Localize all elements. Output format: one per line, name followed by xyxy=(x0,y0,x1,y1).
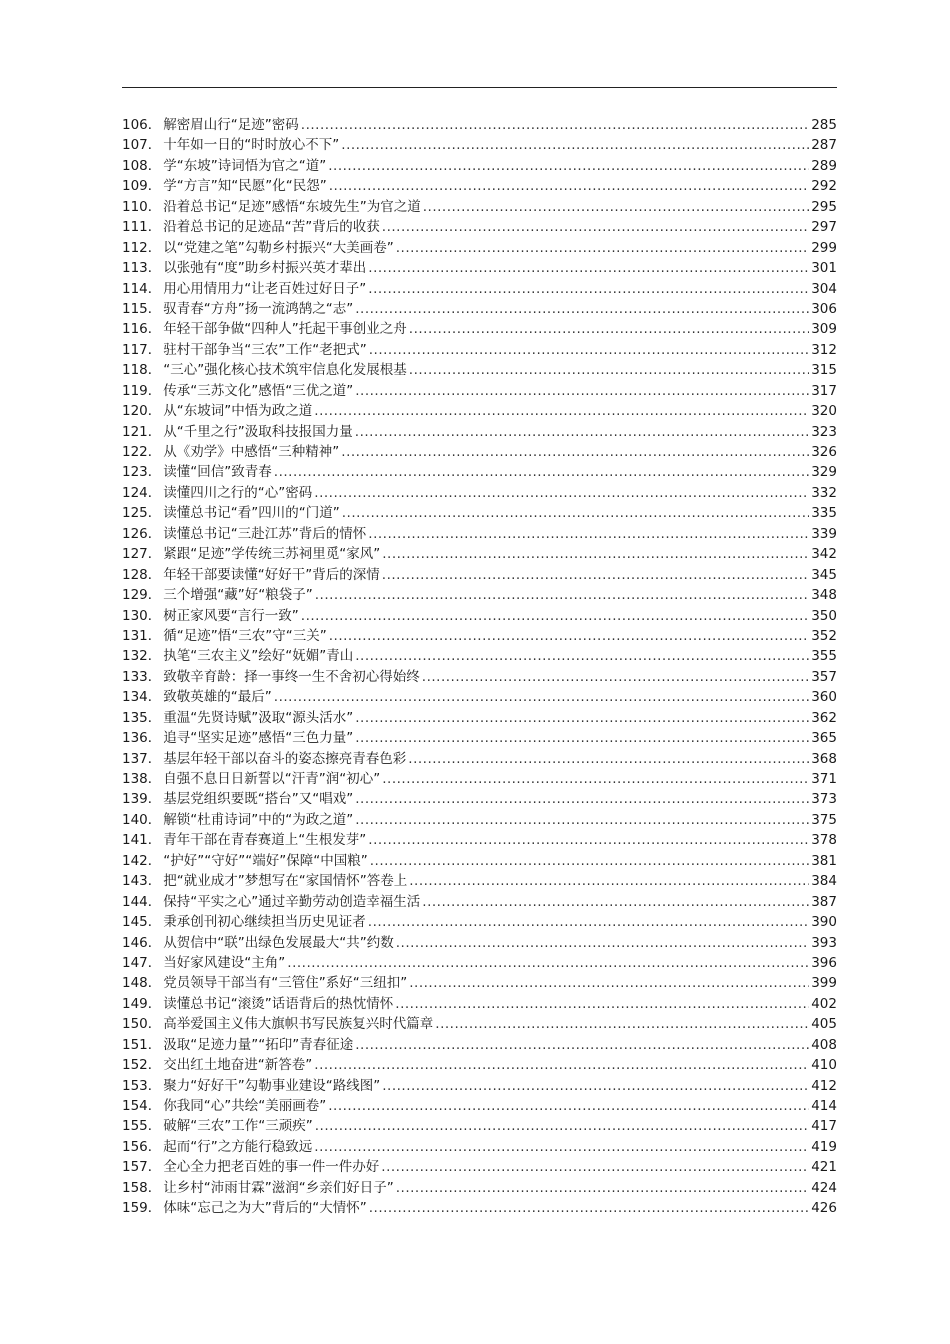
toc-entry-title[interactable]: 全心全力把老百姓的事一件一件办好 xyxy=(163,1159,380,1176)
toc-dot-leader xyxy=(396,933,809,953)
toc-entry-title[interactable]: 循“足迹”悟“三农”守“三关” xyxy=(163,627,327,644)
toc-entry-title[interactable]: 读懂总书记“滚烫”话语背后的热忱情怀 xyxy=(163,995,394,1012)
toc-entry-page-number[interactable]: 315 xyxy=(811,362,837,379)
toc-entry-number: 158． xyxy=(122,1179,162,1196)
toc-entry-page-number[interactable]: 365 xyxy=(811,730,837,747)
toc-entry[interactable] xyxy=(122,360,837,380)
toc-dot-leader xyxy=(355,708,809,728)
toc-entry-page-number[interactable]: 387 xyxy=(811,893,837,910)
toc-entry-title[interactable]: 三个增强“藏”好“粮袋子” xyxy=(163,587,313,604)
toc-entry-title[interactable]: 从“东坡词”中悟为政之道 xyxy=(163,403,313,420)
toc-entry-title[interactable]: 从“千里之行”汲取科技报国力量 xyxy=(163,423,353,440)
toc-entry-page-number[interactable]: 405 xyxy=(811,1016,837,1033)
toc-entry-number: 108． xyxy=(122,157,162,174)
toc-entry-number: 120． xyxy=(122,403,162,420)
toc-entry[interactable] xyxy=(122,933,837,953)
toc-dot-leader xyxy=(368,524,809,544)
toc-entry[interactable] xyxy=(122,401,837,421)
toc-entry[interactable] xyxy=(122,851,837,871)
toc-entry[interactable] xyxy=(122,524,837,544)
toc-entry-number: 129． xyxy=(122,587,162,604)
toc-entry[interactable] xyxy=(122,156,837,176)
toc-entry-title[interactable]: 用心用情用力“让老百姓过好日子” xyxy=(163,280,367,297)
toc-entry-page-number[interactable]: 393 xyxy=(811,934,837,951)
toc-entry[interactable] xyxy=(122,667,837,687)
toc-entry-page-number[interactable]: 414 xyxy=(811,1098,837,1114)
header-rule xyxy=(122,87,837,88)
toc-entry-title[interactable]: 学“方言”知“民愿”化“民怨” xyxy=(163,178,327,195)
toc-entry-number: 116． xyxy=(122,321,162,338)
toc-entry-title[interactable]: 致敬辛育龄：择一事终一生不舍初心得始终 xyxy=(163,668,420,685)
toc-entry[interactable] xyxy=(122,769,837,789)
toc-dot-leader xyxy=(328,1096,809,1116)
toc-entry-title[interactable]: 让乡村“沛雨甘霖”滋润“乡亲们好日子” xyxy=(163,1179,394,1196)
toc-entry-title[interactable]: “护好”“守好”“端好”保障“中国粮” xyxy=(163,852,368,869)
toc-dot-leader xyxy=(368,258,809,278)
toc-entry-page-number[interactable]: 384 xyxy=(811,873,837,890)
toc-dot-leader xyxy=(301,606,809,626)
toc-entry-number: 150． xyxy=(122,1016,162,1033)
toc-entry[interactable] xyxy=(122,340,837,360)
toc-entry[interactable] xyxy=(122,953,837,973)
toc-entry-page-number[interactable]: 373 xyxy=(811,791,837,808)
toc-entry-title[interactable]: 党员领导干部当有“三管住”系好“三纽扣” xyxy=(163,975,408,992)
toc-entry-number: 138． xyxy=(122,771,162,787)
toc-dot-leader xyxy=(314,1137,809,1157)
toc-entry[interactable] xyxy=(122,381,837,401)
toc-entry[interactable] xyxy=(122,1137,837,1157)
toc-entry-page-number[interactable]: 357 xyxy=(811,668,837,685)
toc-entry[interactable] xyxy=(122,912,837,932)
toc-entry-number: 146． xyxy=(122,934,162,951)
toc-entry[interactable] xyxy=(122,606,837,626)
toc-dot-leader xyxy=(396,238,809,258)
toc-entry-title[interactable]: 高举爱国主义伟大旗帜书写民族复兴时代篇章 xyxy=(163,1016,434,1033)
toc-dot-leader xyxy=(341,442,809,462)
toc-entry-number: 124． xyxy=(122,484,162,501)
toc-entry[interactable] xyxy=(122,279,837,299)
toc-entry-page-number[interactable]: 390 xyxy=(811,914,837,931)
toc-entry[interactable] xyxy=(122,1055,837,1075)
toc-dot-leader xyxy=(368,912,809,932)
toc-entry-number: 139． xyxy=(122,791,162,808)
toc-dot-leader xyxy=(408,749,809,769)
toc-entry[interactable] xyxy=(122,319,837,339)
toc-entry[interactable] xyxy=(122,197,837,217)
toc-entry[interactable] xyxy=(122,728,837,748)
toc-entry-title[interactable]: 读懂“回信”致青春 xyxy=(163,464,272,481)
toc-dot-leader xyxy=(329,626,809,646)
toc-entry-title[interactable]: 当好家风建设“主角” xyxy=(163,954,286,971)
toc-entry-number: 114． xyxy=(122,280,162,297)
toc-dot-leader xyxy=(435,1014,809,1034)
toc-entry-page-number[interactable]: 396 xyxy=(811,954,837,971)
toc-dot-leader xyxy=(314,1055,809,1075)
toc-entry-page-number[interactable]: 335 xyxy=(811,505,837,522)
toc-entry-title[interactable]: 秉承创刊初心继续担当历史见证者 xyxy=(163,914,366,931)
toc-dot-leader xyxy=(355,789,809,809)
toc-entry-number: 132． xyxy=(122,648,162,665)
toc-entry-number: 131． xyxy=(122,627,162,644)
toc-entry-number: 134． xyxy=(122,689,162,706)
toc-entry-number: 153． xyxy=(122,1077,162,1094)
toc-entry-number: 149． xyxy=(122,995,162,1012)
toc-entry-title[interactable]: 读懂总书记“看”四川的“门道” xyxy=(163,505,340,522)
toc-entry-page-number[interactable]: 419 xyxy=(811,1138,837,1155)
toc-entry-page-number[interactable]: 299 xyxy=(811,239,837,256)
toc-entry-number: 141． xyxy=(122,832,162,849)
toc-entry-title[interactable]: 聚力“好好干”勾勒事业建设“路线图” xyxy=(163,1077,381,1094)
toc-entry-number: 154． xyxy=(122,1098,162,1114)
toc-entry-page-number[interactable]: 312 xyxy=(811,341,837,358)
toc-entry-title[interactable]: “三心”强化核心技术筑牢信息化发展根基 xyxy=(163,362,407,379)
toc-entry-page-number[interactable]: 412 xyxy=(811,1077,837,1094)
toc-dot-leader xyxy=(382,769,809,789)
toc-entry-number: 151． xyxy=(122,1036,162,1053)
toc-entry-title[interactable]: 基层党组织要既“搭台”又“唱戏” xyxy=(163,791,354,808)
toc-entry[interactable] xyxy=(122,1096,837,1116)
toc-entry-page-number[interactable]: 297 xyxy=(811,219,837,236)
toc-entry[interactable] xyxy=(122,789,837,809)
toc-dot-leader xyxy=(422,667,809,687)
toc-entry-page-number[interactable]: 426 xyxy=(811,1200,837,1217)
toc-entry-number: 143． xyxy=(122,873,162,890)
toc-dot-leader xyxy=(370,851,809,871)
toc-entry-page-number[interactable]: 345 xyxy=(811,566,837,583)
toc-entry-number: 122． xyxy=(122,444,162,460)
toc-entry-title[interactable]: 读懂四川之行的“心”密码 xyxy=(163,484,313,501)
toc-dot-leader xyxy=(341,135,809,155)
toc-dot-leader xyxy=(355,422,809,442)
toc-entry[interactable] xyxy=(122,646,837,666)
toc-dot-leader xyxy=(396,1178,809,1198)
toc-entry-number: 148． xyxy=(122,975,162,992)
toc-entry-number: 159． xyxy=(122,1200,162,1217)
toc-entry-number: 140． xyxy=(122,811,162,828)
toc-entry[interactable] xyxy=(122,462,837,482)
toc-entry[interactable] xyxy=(122,1198,837,1218)
toc-entry-title[interactable]: 保持“平实之心”通过辛勤劳动创造幸福生活 xyxy=(163,893,421,910)
toc-dot-leader xyxy=(395,994,809,1014)
toc-entry-page-number[interactable]: 301 xyxy=(811,260,837,277)
toc-dot-leader xyxy=(382,1076,809,1096)
toc-entry[interactable] xyxy=(122,871,837,891)
toc-entry-page-number[interactable]: 285 xyxy=(811,117,837,133)
toc-entry[interactable] xyxy=(122,135,837,155)
toc-entry-title[interactable]: 沿着总书记“足迹”感悟“东坡先生”为官之道 xyxy=(163,198,421,215)
toc-dot-leader xyxy=(409,871,809,891)
toc-entry-number: 155． xyxy=(122,1118,162,1135)
toc-entry[interactable] xyxy=(122,585,837,605)
toc-entry-title[interactable]: 把“就业成才”梦想写在“家国情怀”答卷上 xyxy=(163,873,408,890)
toc-entry-page-number[interactable]: 371 xyxy=(811,771,837,787)
toc-entry-number: 118． xyxy=(122,362,162,379)
toc-entry-number: 133． xyxy=(122,668,162,685)
toc-entry-title[interactable]: 树正家风要“言行一致” xyxy=(163,607,299,624)
toc-entry-page-number[interactable]: 408 xyxy=(811,1036,837,1053)
toc-entry-page-number[interactable]: 421 xyxy=(811,1159,837,1176)
toc-entry-number: 117． xyxy=(122,341,162,358)
toc-entry-number: 111． xyxy=(122,219,162,236)
toc-dot-leader xyxy=(329,176,809,196)
toc-entry-number: 147． xyxy=(122,954,162,971)
toc-entry-number: 137． xyxy=(122,750,162,767)
toc-dot-leader xyxy=(422,892,809,912)
toc-entry[interactable] xyxy=(122,1035,837,1055)
toc-entry-page-number[interactable]: 320 xyxy=(811,403,837,420)
toc-entry-page-number[interactable]: 362 xyxy=(811,709,837,726)
toc-dot-leader xyxy=(355,381,809,401)
toc-dot-leader xyxy=(355,728,809,748)
toc-dot-leader xyxy=(355,299,809,319)
toc-entry[interactable] xyxy=(122,1178,837,1198)
toc-entry-title[interactable]: 你我同“心”共绘“美丽画卷” xyxy=(163,1098,327,1114)
toc-entry-number: 121． xyxy=(122,423,162,440)
toc-entry-title[interactable]: 读懂总书记“三赴江苏”背后的情怀 xyxy=(163,525,367,542)
toc-entry-title[interactable]: 基层年轻干部以奋斗的姿态擦亮青春色彩 xyxy=(163,750,407,767)
toc-entry[interactable] xyxy=(122,810,837,830)
toc-dot-leader xyxy=(274,687,809,707)
toc-entry-title[interactable]: 十年如一日的“时时放心不下” xyxy=(163,137,340,154)
toc-entry-title[interactable]: 致敬英雄的“最后” xyxy=(163,689,272,706)
toc-entry-page-number[interactable]: 402 xyxy=(811,995,837,1012)
toc-entry[interactable] xyxy=(122,973,837,993)
toc-entry[interactable] xyxy=(122,217,837,237)
toc-entry[interactable] xyxy=(122,176,837,196)
toc-dot-leader xyxy=(315,1116,809,1136)
toc-entry-number: 106． xyxy=(122,117,162,133)
toc-dot-leader xyxy=(409,973,809,993)
toc-dot-leader xyxy=(369,340,809,360)
toc-entry-number: 123． xyxy=(122,464,162,481)
toc-entry-page-number[interactable]: 289 xyxy=(811,157,837,174)
toc-entry[interactable] xyxy=(122,626,837,646)
toc-entry-number: 156． xyxy=(122,1138,162,1155)
toc-dot-leader xyxy=(355,1035,809,1055)
toc-entry-page-number[interactable]: 381 xyxy=(811,852,837,869)
toc-entry-number: 136． xyxy=(122,730,162,747)
toc-entry[interactable] xyxy=(122,1157,837,1177)
toc-entry-page-number[interactable]: 348 xyxy=(811,587,837,604)
toc-dot-leader xyxy=(382,217,809,237)
toc-entry[interactable] xyxy=(122,442,837,462)
toc-entry-page-number[interactable]: 378 xyxy=(811,832,837,849)
toc-dot-leader xyxy=(368,830,809,850)
toc-entry-page-number[interactable]: 332 xyxy=(811,484,837,501)
toc-entry-page-number[interactable]: 417 xyxy=(811,1118,837,1135)
toc-dot-leader xyxy=(301,115,809,135)
toc-entry[interactable] xyxy=(122,115,837,135)
toc-entry[interactable] xyxy=(122,422,837,442)
toc-dot-leader xyxy=(369,1198,809,1218)
toc-entry-page-number[interactable]: 329 xyxy=(811,464,837,481)
toc-entry-page-number[interactable]: 326 xyxy=(811,444,837,460)
toc-entry-title[interactable]: 以“党建之笔”勾勒乡村振兴“大美画卷” xyxy=(163,239,394,256)
toc-entry[interactable] xyxy=(122,1014,837,1034)
toc-entry-title[interactable]: 年轻干部要读懂“好好干”背后的深情 xyxy=(163,566,380,583)
toc-entry-number: 152． xyxy=(122,1057,162,1074)
toc-entry-title[interactable]: 学“东坡”诗词悟为官之“道” xyxy=(163,157,327,174)
toc-dot-leader xyxy=(315,585,809,605)
toc-entry[interactable] xyxy=(122,299,837,319)
toc-entry-page-number[interactable]: 339 xyxy=(811,525,837,542)
toc-entry-page-number[interactable]: 424 xyxy=(811,1179,837,1196)
toc-entry-number: 130． xyxy=(122,607,162,624)
toc-dot-leader xyxy=(382,565,809,585)
toc-entry[interactable] xyxy=(122,483,837,503)
toc-entry[interactable] xyxy=(122,892,837,912)
toc-entry-number: 115． xyxy=(122,300,162,317)
toc-entry-page-number[interactable]: 342 xyxy=(811,546,837,563)
toc-entry[interactable] xyxy=(122,565,837,585)
toc-entry-title[interactable]: 紧跟“足迹”学传统三苏祠里觅“家风” xyxy=(163,546,381,563)
toc-entry-page-number[interactable]: 399 xyxy=(811,975,837,992)
toc-entry-page-number[interactable]: 295 xyxy=(811,198,837,215)
toc-dot-leader xyxy=(368,279,809,299)
toc-entry-title[interactable]: 从贺信中“联”出绿色发展最大“共”约数 xyxy=(163,934,394,951)
toc-entry-number: 127． xyxy=(122,546,162,563)
table-of-contents xyxy=(122,115,837,1219)
toc-entry-number: 109． xyxy=(122,178,162,195)
toc-entry-title[interactable]: 追寻“坚实足迹”感悟“三色力量” xyxy=(163,730,354,747)
toc-entry-number: 125． xyxy=(122,505,162,522)
toc-dot-leader xyxy=(314,483,809,503)
toc-entry-page-number[interactable]: 292 xyxy=(811,178,837,195)
toc-entry-title[interactable]: 解锁“杜甫诗词”中的“为政之道” xyxy=(163,811,354,828)
toc-entry[interactable] xyxy=(122,994,837,1014)
toc-entry-number: 135． xyxy=(122,709,162,726)
toc-entry[interactable] xyxy=(122,830,837,850)
toc-entry-title[interactable]: 年轻干部争做“四种人”托起干事创业之舟 xyxy=(163,321,407,338)
toc-entry-page-number[interactable]: 317 xyxy=(811,382,837,399)
toc-entry-number: 119． xyxy=(122,382,162,399)
toc-entry-title[interactable]: 沿着总书记的足迹品“苦”背后的收获 xyxy=(163,219,380,236)
toc-dot-leader xyxy=(287,953,809,973)
toc-entry[interactable] xyxy=(122,503,837,523)
toc-entry-title[interactable]: 体味“忘己之为大”背后的“大情怀” xyxy=(163,1200,367,1217)
toc-dot-leader xyxy=(381,1157,809,1177)
toc-dot-leader xyxy=(355,810,809,830)
toc-dot-leader xyxy=(423,197,809,217)
toc-entry-title[interactable]: 解密眉山行“足迹”密码 xyxy=(163,117,299,133)
toc-entry-number: 142． xyxy=(122,852,162,869)
toc-dot-leader xyxy=(328,156,809,176)
toc-entry-page-number[interactable]: 410 xyxy=(811,1057,837,1074)
toc-entry-title[interactable]: 以张弛有“度”助乡村振兴英才辈出 xyxy=(163,260,367,277)
toc-dot-leader xyxy=(274,462,809,482)
toc-entry-number: 126． xyxy=(122,525,162,542)
toc-entry-page-number[interactable]: 287 xyxy=(811,137,837,154)
toc-entry[interactable] xyxy=(122,708,837,728)
toc-dot-leader xyxy=(409,319,809,339)
toc-dot-leader xyxy=(342,503,809,523)
toc-entry-title[interactable]: 驭青春“方舟”扬一流鸿鹄之“志” xyxy=(163,300,354,317)
toc-entry-page-number[interactable]: 375 xyxy=(811,811,837,828)
toc-entry[interactable] xyxy=(122,258,837,278)
toc-entry-title[interactable]: 破解“三农”工作“三顽疾” xyxy=(163,1118,313,1135)
toc-entry-number: 112． xyxy=(122,239,162,256)
toc-entry-page-number[interactable]: 304 xyxy=(811,280,837,297)
toc-entry-title[interactable]: 青年干部在青春赛道上“生根发芽” xyxy=(163,832,367,849)
toc-dot-leader xyxy=(355,646,809,666)
toc-entry[interactable] xyxy=(122,1076,837,1096)
toc-entry-title[interactable]: 汲取“足迹力量”“拓印”青春征途 xyxy=(163,1036,354,1053)
toc-entry-number: 144． xyxy=(122,893,162,910)
toc-entry-title[interactable]: 传承“三苏文化”感悟“三优之道” xyxy=(163,382,354,399)
toc-entry[interactable] xyxy=(122,749,837,769)
toc-entry-title[interactable]: 驻村干部争当“三农”工作“老把式” xyxy=(163,341,367,358)
toc-entry-title[interactable]: 重温“先贤诗赋”汲取“源头活水” xyxy=(163,709,354,726)
toc-entry-title[interactable]: 执笔“三农主义”绘好“妩媚”青山 xyxy=(163,648,354,665)
toc-entry-number: 157． xyxy=(122,1159,162,1176)
toc-entry-title[interactable]: 从《劝学》中感悟“三种精神” xyxy=(163,444,340,460)
toc-entry-page-number[interactable]: 306 xyxy=(811,300,837,317)
toc-entry-title[interactable]: 交出红土地奋进“新答卷” xyxy=(163,1057,313,1074)
toc-dot-leader xyxy=(314,401,809,421)
toc-entry-page-number[interactable]: 355 xyxy=(811,648,837,665)
toc-entry-title[interactable]: 起而“行”之方能行稳致远 xyxy=(163,1138,313,1155)
toc-entry-number: 145． xyxy=(122,914,162,931)
toc-entry[interactable] xyxy=(122,687,837,707)
toc-dot-leader xyxy=(382,544,809,564)
toc-entry[interactable] xyxy=(122,1116,837,1136)
toc-dot-leader xyxy=(409,360,809,380)
toc-entry-page-number[interactable]: 360 xyxy=(811,689,837,706)
toc-entry-title[interactable]: 自强不息日日新誓以“汗青”润“初心” xyxy=(163,771,381,787)
toc-entry[interactable] xyxy=(122,544,837,564)
toc-entry-page-number[interactable]: 352 xyxy=(811,627,837,644)
toc-entry-page-number[interactable]: 309 xyxy=(811,321,837,338)
toc-entry-page-number[interactable]: 323 xyxy=(811,423,837,440)
toc-entry-page-number[interactable]: 368 xyxy=(811,750,837,767)
toc-entry-number: 128． xyxy=(122,566,162,583)
toc-entry-page-number[interactable]: 350 xyxy=(811,607,837,624)
toc-entry-number: 107． xyxy=(122,137,162,154)
toc-entry-number: 113． xyxy=(122,260,162,277)
toc-entry-number: 110． xyxy=(122,198,162,215)
toc-entry[interactable] xyxy=(122,238,837,258)
